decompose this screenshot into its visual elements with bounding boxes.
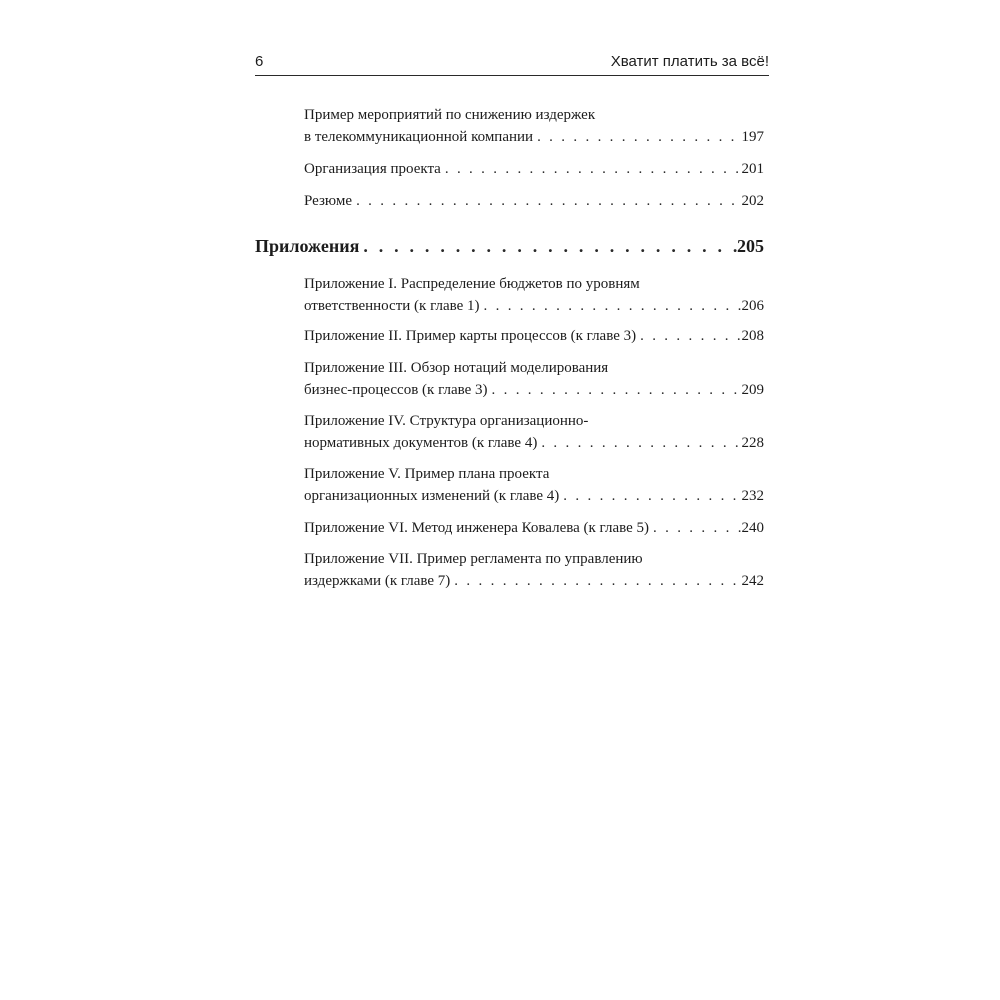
toc-entry-title-line-2: издержками (к главе 7) xyxy=(304,573,451,589)
toc-entry-title: Организация проекта xyxy=(304,161,441,177)
toc-entry-title-line-1: Приложение VII. Пример регламента по управлению xyxy=(304,551,643,567)
toc-section-appendices xyxy=(255,235,764,259)
toc-entry-page: 206 xyxy=(741,298,764,314)
toc-entry-appendix-5 xyxy=(304,463,764,507)
toc-entry-title-line-1: Приложение V. Пример плана проекта xyxy=(304,466,550,482)
dot-leader xyxy=(441,158,742,180)
dot-leader xyxy=(559,485,741,507)
toc-entry-first-line xyxy=(304,410,764,432)
toc-entry-page: 232 xyxy=(741,488,764,504)
book-title: Хватит платить за всё! xyxy=(610,53,769,70)
toc-entry-last-line xyxy=(304,570,764,592)
toc-section-line xyxy=(255,235,764,259)
toc-entry-page: 202 xyxy=(741,193,764,209)
toc-entry-title-line-2: в телекоммуникационной компании xyxy=(304,129,534,145)
toc-entry-project-organization xyxy=(304,158,764,180)
toc-entry-appendix-3 xyxy=(304,357,764,401)
toc-entry-title-line-1: Приложение IV. Структура организационно- xyxy=(304,413,589,429)
toc-entry-title-line-2: ответственности (к главе 1) xyxy=(304,298,480,314)
toc-entry-title-line-1: Приложение I. Распределение бюджетов по уровням xyxy=(304,276,640,292)
dot-leader xyxy=(533,126,741,148)
toc-entry-last-line xyxy=(304,485,764,507)
toc-section-title: Приложения xyxy=(255,236,360,256)
dot-leader xyxy=(537,432,741,454)
toc-entry-last-line xyxy=(304,517,764,539)
toc-entry-appendix-7 xyxy=(304,548,764,592)
toc-entry-page: 240 xyxy=(741,520,764,536)
toc-section-page: 205 xyxy=(737,236,764,256)
toc-entry-page: 201 xyxy=(741,161,764,177)
toc-entry-appendix-2 xyxy=(304,325,764,347)
toc-entry-title-line-1: Пример мероприятий по снижению издержек xyxy=(304,107,596,123)
toc-entry-page: 209 xyxy=(741,382,764,398)
toc-entry-last-line xyxy=(304,158,764,180)
toc-entry-summary xyxy=(304,190,764,212)
toc-entry-last-line xyxy=(304,295,764,317)
toc-entry-title: Приложение VI. Метод инженера Ковалева (к главе 5) xyxy=(304,520,649,536)
page-number: 6 xyxy=(255,53,264,70)
toc-entry-title: Резюме xyxy=(304,193,353,209)
toc-entry-appendix-6 xyxy=(304,517,764,539)
dot-leader xyxy=(480,295,742,317)
dot-leader xyxy=(450,570,741,592)
dot-leader xyxy=(649,517,742,539)
dot-leader xyxy=(359,235,737,257)
toc-entry-last-line xyxy=(304,432,764,454)
toc-entry-first-line xyxy=(304,463,764,485)
toc-entry-cost-reduction-example xyxy=(304,104,764,148)
toc-entry-page: 208 xyxy=(741,328,764,344)
toc-entry-appendix-1 xyxy=(304,273,764,317)
toc-entry-first-line xyxy=(304,104,764,126)
toc-entry-title: Приложение II. Пример карты процессов (к главе 3) xyxy=(304,328,637,344)
toc-entry-page: 242 xyxy=(741,573,764,589)
dot-leader xyxy=(352,190,741,212)
toc-entry-last-line xyxy=(304,190,764,212)
toc-entry-page: 228 xyxy=(741,435,764,451)
toc-entry-first-line xyxy=(304,357,764,379)
toc-entry-last-line xyxy=(304,325,764,347)
toc-entry-appendix-4 xyxy=(304,410,764,454)
toc-entry-first-line xyxy=(304,273,764,295)
toc-entry-title-line-2: нормативных документов (к главе 4) xyxy=(304,435,538,451)
toc-entry-last-line xyxy=(304,126,764,148)
toc-entry-last-line xyxy=(304,379,764,401)
toc-entry-page: 197 xyxy=(741,129,764,145)
toc-entry-title-line-1: Приложение III. Обзор нотаций моделирования xyxy=(304,360,609,376)
toc-entry-first-line xyxy=(304,548,764,570)
toc-entry-title-line-2: организационных изменений (к главе 4) xyxy=(304,488,560,504)
dot-leader xyxy=(488,379,742,401)
dot-leader xyxy=(636,325,741,347)
toc-entry-title-line-2: бизнес-процессов (к главе 3) xyxy=(304,382,488,398)
